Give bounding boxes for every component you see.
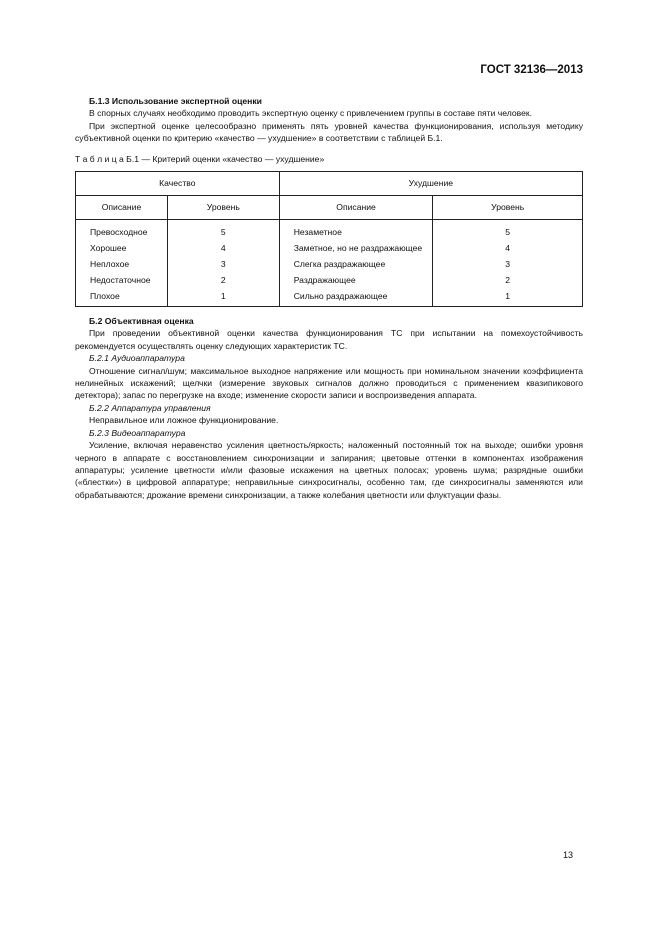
table-row [76, 220, 583, 241]
table-row [76, 256, 583, 272]
table-cell: Плохое [76, 288, 168, 307]
paragraph: В спорных случаях необходимо проводить экспертную оценку с привлечением группы в составе пяти человек. [89, 108, 533, 119]
quality-degradation-table [75, 171, 583, 307]
section-title-b2: Б.2 Объективная оценка [89, 316, 194, 327]
table-cell: 1 [433, 288, 583, 307]
table-group-header-quality: Качество [76, 172, 280, 196]
subsection-title-b22: Б.2.2 Аппаратура управления [89, 402, 211, 413]
table-cell: 2 [433, 272, 583, 288]
table-column-header: Описание [279, 196, 433, 220]
table-cell: 3 [433, 256, 583, 272]
table-column-header: Описание [76, 196, 168, 220]
table-cell: Незаметное [279, 220, 433, 241]
table-cell: 3 [167, 256, 279, 272]
table-caption: Т а б л и ц а Б.1 — Критерий оценки «качество — ухудшение» [75, 153, 325, 164]
table-row [76, 272, 583, 288]
table-cell: Раздражающее [279, 272, 433, 288]
subsection-title-b23: Б.2.3 Видеоаппаратура [89, 427, 186, 438]
table-row [76, 288, 583, 307]
page-number: 13 [563, 850, 574, 860]
table-cell: 5 [167, 220, 279, 241]
table-cell: 4 [167, 240, 279, 256]
page-content [75, 95, 583, 501]
table-cell: 1 [167, 288, 279, 307]
document-code: ГОСТ 32136—2013 [480, 64, 583, 76]
table-cell: Заметное, но не раздражающее [279, 240, 433, 256]
table-cell: 4 [433, 240, 583, 256]
table-row [76, 240, 583, 256]
table-cell: Превосходное [76, 220, 168, 241]
paragraph: Неправильное или ложное функционирование. [89, 415, 279, 426]
paragraph: При экспертной оценке целесообразно применять пять уровней качества функционирования, используя методику субъективной оценки по критерию «качество — ухудшение» в соответствии с таблицей Б.1. [75, 120, 583, 144]
table-cell: Хорошее [76, 240, 168, 256]
table-column-header: Уровень [433, 196, 583, 220]
table-column-header: Уровень [167, 196, 279, 220]
subsection-title-b21: Б.2.1 Аудиоаппаратура [89, 353, 185, 364]
table-cell: Неплохое [76, 256, 168, 272]
table-group-header-degradation: Ухудшение [279, 172, 582, 196]
paragraph: Отношение сигнал/шум; максимальное выходное напряжение или мощность при номинальном значении коэффициента нелинейных искажений; щелчки (измерение звуковых сигналов должно проводиться с применением квазипикового детектора); запас по перегрузке на входе; изменение скорости записи и воспроизведения аппарата. [75, 365, 583, 401]
table-cell: Сильно раздражающее [279, 288, 433, 307]
paragraph: Усиление, включая неравенство усиления цветность/яркость; наложенный постоянный ток на выходе; ошибки уровня черного в аппарате с восстановлением синхронизации и запирания; цветовые оттенки в компонентах изображения аппаратуры; усиление цветности и/или фазовые искажения на цветных полосах; уровень шума; разрядные ошибки («блестки») в цифровой аппаратуре; неправильные синхросигналы, особенно там, где синхросигналы заменяются или обрабатываются; дрожание времени синхронизации, а также колебания цветности или флуктуации фазы. [75, 440, 583, 500]
table-cell: 2 [167, 272, 279, 288]
paragraph: При проведении объективной оценки качества функционирования ТС при испытании на помехоустойчивость рекомендуется осуществлять оценку следующих характеристик ТС. [75, 328, 583, 351]
section-title-b13: Б.1.3 Использование экспертной оценки [89, 96, 262, 106]
table-cell: Слегка раздражающее [279, 256, 433, 272]
table-cell: Недостаточное [76, 272, 168, 288]
table-cell: 5 [433, 220, 583, 241]
